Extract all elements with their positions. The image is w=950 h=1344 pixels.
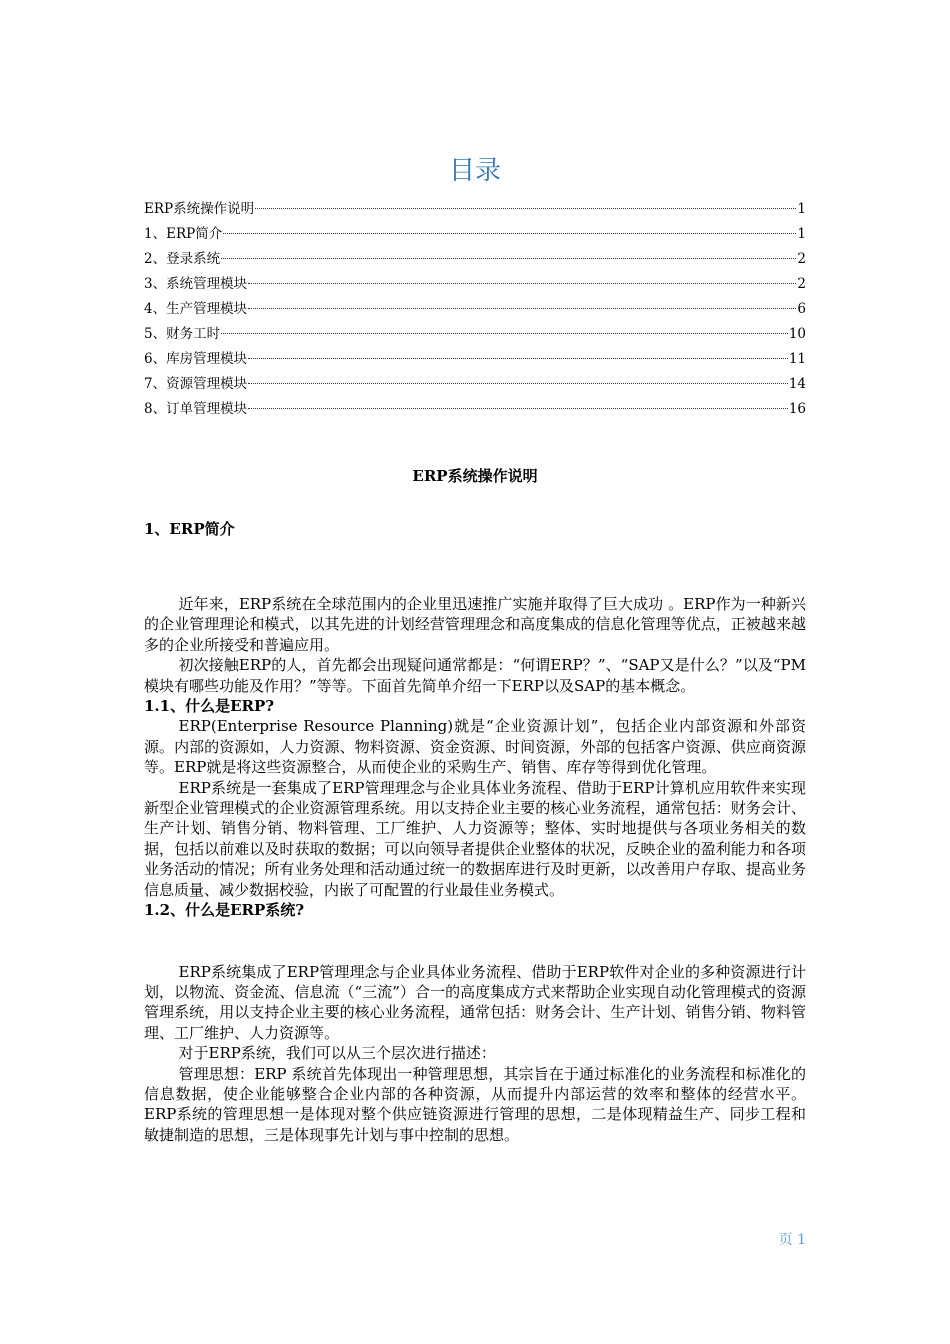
toc-leader-dots (248, 282, 796, 284)
toc-leader-dots (248, 357, 788, 359)
subheading-what-is-erp: 1.1、什么是ERP? (144, 697, 275, 716)
toc-entry-label: 1、ERP简介 (144, 226, 223, 242)
toc-entry-page: 16 (788, 401, 806, 417)
table-of-contents (144, 197, 806, 422)
blank-line (144, 921, 806, 962)
toc-entry[interactable] (144, 297, 806, 322)
subheading-what-is-erp-system: 1.2、什么是ERP系统? (144, 901, 305, 920)
paragraph-erp-integration: ERP系统集成了ERP管理理念与企业具体业务流程、借助于ERP软件对企业的多种资源进行计划，以物流、资金流、信息流（“三流”）合一的高度集成方式来帮助企业实现自动化管理模式的资源管理系统，用以支持企业主要的核心业务流程，通常包括：财务会计、生产计划、销售分销、物料管理、工厂维护、人力资源等。 (144, 962, 806, 1042)
toc-entry[interactable] (144, 247, 806, 272)
toc-entry[interactable] (144, 197, 806, 222)
document-body (144, 594, 806, 1145)
section-heading-intro: 1、ERP简介 (144, 520, 235, 538)
toc-entry[interactable] (144, 372, 806, 397)
toc-entry-page: 2 (797, 251, 806, 267)
toc-entry-label: 3、系统管理模块 (144, 276, 248, 292)
toc-entry-label: 4、生产管理模块 (144, 301, 248, 317)
toc-entry-label: 6、库房管理模块 (144, 351, 248, 367)
paragraph-erp-system-overview: ERP系统是一套集成了ERP管理理念与企业具体业务流程、借助于ERP计算机应用软件来实现新型企业管理模式的企业资源管理系统。用以支持企业主要的核心业务流程，通常包括：财务会计、生产计划、销售分销、物料管理、工厂维护、人力资源等；整体、实时地提供与各项业务相关的数据，包括以前难以及时获取的数据；可以向领导者提供企业整体的状况，反映企业的盈利能力和各项业务活动的情况；所有业务处理和活动通过统一的数据库进行及时更新，以改善用户存取、提高业务信息质量、减少数据校验，内嵌了可配置的行业最佳业务模式。 (144, 778, 806, 899)
toc-entry[interactable] (144, 347, 806, 372)
toc-leader-dots (255, 207, 796, 209)
toc-title: 目录 (448, 156, 501, 186)
toc-leader-dots (221, 332, 788, 334)
toc-entry-page: 14 (788, 376, 806, 392)
toc-entry-page: 6 (797, 301, 806, 317)
toc-entry-label: 7、资源管理模块 (144, 376, 248, 392)
toc-entry-page: 11 (788, 351, 806, 367)
toc-entry[interactable] (144, 272, 806, 297)
toc-leader-dots (248, 407, 788, 409)
document-title: ERP系统操作说明 (412, 467, 538, 485)
toc-entry-page: 2 (797, 276, 806, 292)
toc-entry[interactable] (144, 322, 806, 347)
toc-entry-label: 5、财务工时 (144, 326, 221, 342)
paragraph-management-thought: 管理思想：ERP 系统首先体现出一种管理思想，其宗旨在于通过标准化的业务流程和标准化的信息数据，使企业能够整合企业内部的各种资源，从而提升内部运营的效率和整体的经营水平。ERP系统的管理思想一是体现对整个供应链资源进行管理的思想，二是体现精益生产、同步工程和敏捷制造的思想，三是体现事先计划与事中控制的思想。 (144, 1064, 806, 1144)
paragraph-three-levels: 对于ERP系统，我们可以从三个层次进行描述： (178, 1044, 496, 1063)
toc-entry-label: 8、订单管理模块 (144, 401, 248, 417)
toc-entry[interactable] (144, 397, 806, 422)
paragraph-erp-definition: ERP(Enterprise Resource Planning)就是“企业资源计划”，包括企业内部资源和外部资源。内部的资源如，人力资源、物料资源、资金资源、时间资源，外部的包括客户资源、供应商资源等。ERP就是将这些资源整合，从而使企业的采购生产、销售、库存等得到优化管理。 (144, 717, 806, 777)
toc-leader-dots (223, 232, 796, 234)
paragraph-intro: 近年来，ERP系统在全球范围内的企业里迅速推广实施并取得了巨大成功 。ERP作为一种新兴的企业管理理论和模式，以其先进的计划经营管理理念和高度集成的信息化管理等优点，正被越来越多的企业所接受和普遍应用。 (144, 595, 806, 654)
toc-entry-page: 1 (797, 201, 806, 217)
toc-entry-page: 10 (788, 326, 806, 342)
toc-entry[interactable] (144, 222, 806, 247)
toc-leader-dots (248, 307, 796, 309)
toc-entry-label: ERP系统操作说明 (144, 201, 255, 217)
paragraph-questions: 初次接触ERP的人，首先都会出现疑问通常都是：“何谓ERP？”、“SAP又是什么？”以及“PM模块有哪些功能及作用？”等等。下面首先简单介绍一下ERP以及SAP的基本概念。 (144, 656, 806, 695)
toc-leader-dots (221, 257, 796, 259)
toc-entry-page: 1 (797, 226, 806, 242)
toc-leader-dots (248, 382, 788, 384)
page-number: 页 1 (778, 1232, 806, 1248)
toc-entry-label: 2、登录系统 (144, 251, 221, 267)
